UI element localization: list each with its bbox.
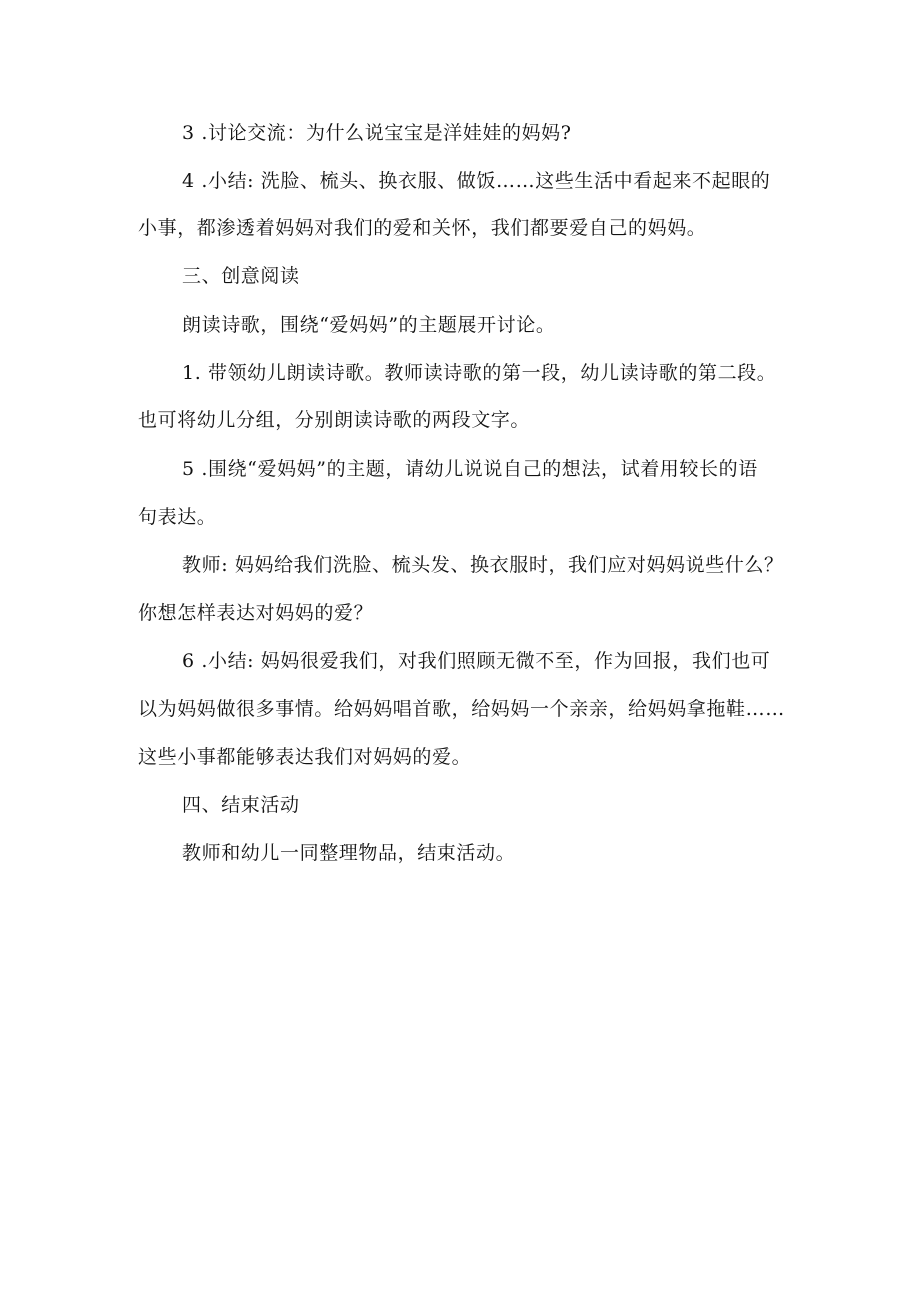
section-heading-end-activity: 四、结束活动 [182, 794, 300, 816]
item-5-line-1: 5 .围绕“爱妈妈”的主题，请幼儿说说自己的想法，试着用较长的语 [182, 458, 758, 480]
poem-reading-intro: 朗读诗歌，围绕“爱妈妈”的主题展开讨论。 [182, 314, 556, 336]
teacher-question-line-1: 教师: 妈妈给我们洗脸、梳头发、换衣服时，我们应对妈妈说些什么？ [182, 554, 784, 576]
item-6-line-3: 这些小事都能够表达我们对妈妈的爱。 [138, 746, 472, 768]
item-4-summary-line-1: 4 .小结: 洗脸、梳头、换衣服、做饭……这些生活中看起来不起眼的 [182, 170, 771, 192]
item-6-line-2: 以为妈妈做很多事情。给妈妈唱首歌，给妈妈一个亲亲，给妈妈拿拖鞋…… [138, 698, 785, 720]
item-6-line-1: 6 .小结: 妈妈很爱我们，对我们照顾无微不至，作为回报，我们也可 [182, 650, 771, 672]
item-4-summary-line-2: 小事，都渗透着妈妈对我们的爱和关怀，我们都要爱自己的妈妈。 [138, 217, 707, 239]
item-3-discussion: 3 .讨论交流：为什么说宝宝是洋娃娃的妈妈? [182, 122, 572, 144]
section-heading-creative-reading: 三、创意阅读 [182, 265, 300, 287]
item-1-line-1: 1. 带领幼儿朗读诗歌。教师读诗歌的第一段，幼儿读诗歌的第二段。 [182, 362, 777, 384]
end-activity-text: 教师和幼儿一同整理物品，结束活动。 [182, 842, 516, 864]
item-1-line-2: 也可将幼儿分组，分别朗读诗歌的两段文字。 [138, 409, 531, 431]
teacher-question-line-2: 你想怎样表达对妈妈的爱？ [138, 602, 374, 624]
item-5-line-2: 句表达。 [138, 506, 217, 528]
